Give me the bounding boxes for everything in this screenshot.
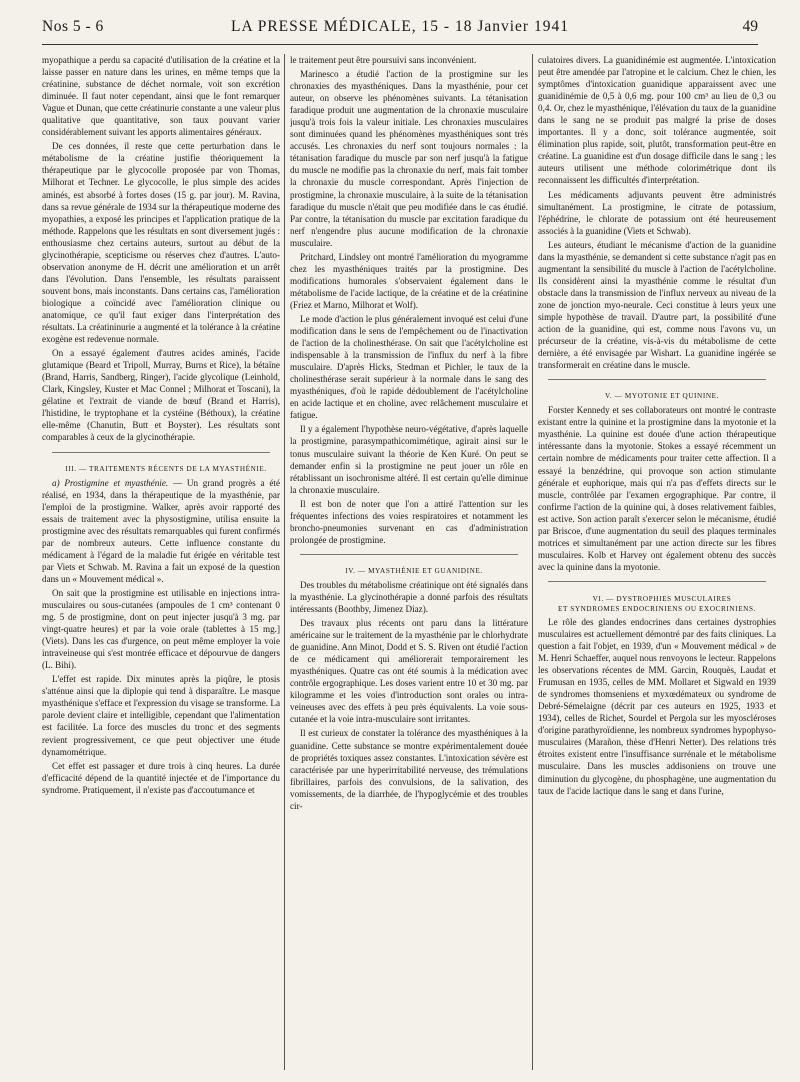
issue-number: Nos 5 - 6 (42, 18, 104, 35)
column-right (538, 54, 776, 1074)
paragraph: Le mode d'action le plus généralement invoqué est celui d'une modification dans le sens de l'empêchement ou de l'inactivation de l'action de la cholinesthérase. On sait que l'acétylcholine est indispensable à la transmission de l'influx du nerf à la fibre musculaire. D'après Hicks, Stedman et Pichler, le taux de la cholinesthérase serait supérieur à la normale dans le sang des myasthéniques, d'où le rapide dédoublement de l'acétylcholine en acide lactique et en choline, avec relâchement musculaire et fatigue. (290, 313, 528, 421)
paragraph: Pritchard, Lindsley ont montré l'amélioration du myogramme chez les myasthéniques traités par la prostigmine. Des modifications humorales s'observaient également dans le métabolisme de l'acide lactique, de la créatine et de la créatinine (Friez et Marno, Milhorat et Wolf). (290, 251, 528, 310)
section-heading: IV. — MYASTHÉNIE ET GUANIDINE. (345, 566, 483, 575)
paragraph: Forster Kennedy et ses collaborateurs ont montré le contraste existant entre la quinine et la prostigmine dans la myotonie et la myasthénie. La quinine est douée d'une action thérapeutique intéressante dans la myotonie. Stokes a essayé récemment un certain nombre de médicaments pour traiter cette affection. Il a essayé la benzédrine, qui provoque son action stimulante générale et euphorique, mais qui n'a pas d'effets directs sur le muscle, contrôlée par l'examen ergographique. Par contre, il confirme l'action de la quinine qui, à doses relativement faibles, est active. Son action paraît s'exercer selon le mécanisme, étudié par Briscoe, d'une augmentation du seuil des plaques terminales motrices et simultanément par une action directe sur les fibres musculaires. Kolb et Harvey ont également obtenu des succès avec la quinine dans la myotonie. (538, 405, 776, 572)
paragraph: Il y a également l'hypothèse neuro-végétative, d'après laquelle la prostigmine, parasympathicomimétique, agirait ainsi sur le tonus musculaire suivant la théorie de Ken Kuré. On peut se demander enfin si la prostigmine ne peut jouer un rôle en rétablissant un isochronisme altéré. Il est certain qu'elle diminue la chronaxie musculaire. (290, 424, 528, 495)
section-divider (300, 554, 518, 555)
section-divider (52, 452, 270, 453)
section-heading: V. — MYOTONIE ET QUININE. (604, 392, 720, 401)
paragraph: myopathique a perdu sa capacité d'utilisation de la créatine et la laisse passer en nature dans les urines, en même temps que la créatinine, substance de déchet normale, voit son excrétion diminuée. Il faut noter cependant, ainsi que le font remarquer Vague et Dunan, que cette créatinurie constante a une valeur plus qualitative que quantitative, son taux pouvant varier considérablement suivant les apports alimentaires généraux. (42, 55, 280, 138)
section-divider (548, 379, 766, 380)
paragraph: On sait que la prostigmine est utilisable en injections intra-musculaires ou sous-cutanées (ampoules de 1 cm³ contenant 0 mg. 5 de prostigmine, dont on peut injecter jusqu'à 3 mg. par vingt-quatre heures) et par la voie orale (tablettes à 15 mg.] (Viets). Dans les cas d'urgence, on peut même employer la voie intraveineuse qui s'est montrée efficace et dépourvue de dangers (L. Bihi). (42, 587, 280, 671)
paragraph-text: — Un grand progrès a été réalisé, en 1934, dans la thérapeutique de la myasthénie, par l'emploi de la prostigmine. Walker, après avoir rapporté des essais de traitement avec la physostigmine, utilisa ensuite la prostigmine avec des résultats remarquables qui furent confirmés par de nombreux auteurs. Cette influence constante du médicament à l'égard de la maladie fut érigée en véritable test par Viets et Schwab. M. Ravina a fait un exposé de la question dans un « Mouvement médical ». (42, 477, 280, 584)
paragraph: Des travaux plus récents ont paru dans la littérature américaine sur le traitement de la myasthénie par le chlorhydrate de guanidine. Ann Minot, Dodd et S. S. Riven ont étudié l'action de ce médicament qui améliorerait temporairement les myasthéniques. Quatre cas ont été soumis à la médication avec contrôle ergographique. Les doses varient entre 10 et 30 mg. par kilogramme et les voies d'introduction sont orales ou intra-veineuses avec des effets à peu près équivalents. La voie sous-cutanée et la voie intra-musculaire sont irritantes. (290, 618, 528, 725)
paragraph: L'effet est rapide. Dix minutes après la piqûre, le ptosis s'atténue ainsi que la diplopie qui tend à disparaître. Le masque myasthénique s'efface et l'expression du visage se transforme. La parole devient claire et intelligible, cependant que l'alimentation est facilitée. La force des muscles du tronc et des segments revient progressivement, ce que peut objectiver une étude dynamométrique. (42, 674, 280, 757)
page-header (42, 18, 758, 45)
publication-title: LA PRESSE MÉDICALE, 15 - 18 Janvier 1941 (231, 18, 569, 35)
page-number: 49 (742, 18, 758, 35)
section-heading-line: ET SYNDROMES ENDOCRINIENS OU EXOCRINIENS. (558, 604, 756, 613)
column-left (42, 54, 280, 1074)
column-middle (290, 54, 528, 1074)
section-heading: III. — TRAITEMENTS RÉCENTS DE LA MYASTHÉNIE. (65, 464, 267, 473)
column-divider (532, 54, 533, 1070)
section-divider (548, 581, 766, 582)
paragraph: le traitement peut être poursuivi sans inconvénient. (290, 55, 477, 65)
paragraph: Il est bon de noter que l'on a attiré l'attention sur les fréquentes infections des voies respiratoires et notamment les broncho-pneumonies survenant en cas d'administration prolongée de prostigmine. (290, 498, 528, 545)
section-heading (538, 594, 776, 614)
section-heading-line: VI. — DYSTROPHIES MUSCULAIRES (592, 594, 732, 603)
paragraph: Les médicaments adjuvants peuvent être administrés simultanément. La prostigmine, le citrate de potassium, l'éphédrine, le chlorate de potassium ont été heureusement associés à la guanidine (Viets et Schwab). (538, 189, 776, 236)
paragraph: culatoires divers. La guanidinémie est augmentée. L'intoxication peut être amendée par l'atropine et le calcium. Chez le chien, les symptômes d'intoxication guanidique apparaissent avec une guanidinémie de 0,5 à 0,6 mg. pour 100 cm³ au lieu de 0,3 ou 0,4. Or, chez le myasthénique, l'élévation du taux de la guanidine dans le sang ne se produit pas malgré la prise de doses importantes. Il y a donc, soit tolérance augmentée, soit élimination plus rapide, soit, plutôt, transformation peut-être en créatine. La guanidine est d'un dosage difficile dans le sang ; les auteurs utilisent une méthode colorimétrique dont ils reconnaissent les difficultés d'interprétation. (538, 55, 776, 186)
paragraph: Marinesco a étudié l'action de la prostigmine sur les chronaxies des myasthéniques. Dans la myasthénie, pour cet auteur, on observe les phénomènes suivants. La tétanisation faradique produit une augmentation de la chronaxie musculaire jusqu'à trois fois la valeur initiale. Les chronaxies musculaires sont diminuées quand les phénomènes myasthéniques sont très accusés. Les chronaxies du nerf sont toujours normales : la tétanisation faradique du muscle par son nerf jusqu'à la fatigue du muscle ne modifie pas la chronaxie du nerf, mais fait tomber la chronaxie du muscle correspondant. Après l'injection de prostigmine, la chronaxie musculaire, à la suite de la tétanisation faradique du muscle n'était que peu modifiée dans le cas étudié. Par contre, la tétanisation du muscle par excitation faradique du nerf n'engendre plus aucune modification de la chronaxie musculaire. (290, 69, 528, 248)
paragraph: Les auteurs, étudiant le mécanisme d'action de la guanidine dans la myasthénie, se demandent si cette substance n'agit pas en augmentant la sensibilité du muscle à l'action de l'acétylcholine. Ils considèrent ainsi la myasthénie comme le résultat d'un obstacle dans la transmission de l'influx nerveux au niveau de la zone de jonction myo-neurale. Ceci constitue à leurs yeux une simple hypothèse de travail. D'autre part, la possibilité d'une action de la guanidine, qui est, comme nous l'avons vu, un précurseur de la créatine, vis-à-vis du métabolisme de cette dernière, a été envisagée par Wishart. La guanidine ingérée se transformerait en créatine dans le muscle. (538, 239, 776, 371)
paragraph (42, 477, 280, 585)
paragraph: On a essayé également d'autres acides aminés, l'acide glutamique (Beard et Tripoll, Murray, Burns et Rice), la bétaïne (Brand, Harris, Sandberg, Ringer), l'acide glycolique (Leinhold, Clark, Kingsley, Kuster et Mac Connel ; Milhorat et Toscani), la gélatine et l'extrait de viande de bœuf (Brand et Harris), l'histidine, le tryptophane et la cystéine (Béthoux), la créatine elle-même (Chanutin, Butt et Boyster). Les résultats sont comparables à ceux de la glycinothérapie. (42, 348, 280, 443)
paragraph: Le rôle des glandes endocrines dans certaines dystrophies musculaires est actuellement démontré par des faits cliniques. La question a fait l'objet, en 1939, d'un « Mouvement médical » de M. Henri Schaeffer, auquel nous renvoyons le lecteur. Rappelons les observations récentes de MM. Garcin, Rouquès, Laudat et Frumusan en 1935, celles de MM. Mollaret et Sigwald en 1939 de syndromes thomseniens et myxœdémateux ou syndrome de Debré-Sémelaigne (décrit par ces auteurs en 1925, 1933 et 1934), celles de Richet, Sourdel et Pergola sur les myoscléroses d'origine parathyroïdienne, les nombreux syndromes hypophyso-musculaires (Marañon, thèse d'Henri Netter). Des relations très étroites existent entre l'insuffisance surrénale et le métabolisme musculaire. Dans les muscles addisoniens on trouve une diminution du glycogène, du phosphagène, une augmentation du taux de l'acide lactique dans le sang et dans l'urine, (538, 616, 776, 796)
column-divider (284, 54, 285, 1070)
paragraph: De ces données, il reste que cette perturbation dans le métabolisme de la créatine justifie théoriquement la thérapeutique par le glycocolle proposée par von Thomas, Milhorat et Techner. Le glycocolle, le plus simple des acides aminés, est absorbé à fortes doses (15 g. par jour). M. Ravina, dans sa revue générale de 1934 sur la thérapeutique moderne des myopathies, a exposé les principes et l'application pratique de la méthode. Rappelons que les résultats en sont diversement jugés : enthousiasme chez certains auteurs, surtout au début de la glycinothérapie, scepticisme ou réserves chez d'autres. L'auto-observation anonyme de H. décrit une amélioration et un arrêt dans l'évolution. Dans l'ensemble, les résultats paraissent souvent bons, mais inconstants. Dans certains cas, l'amélioration biologique a coïncidé avec l'amélioration clinique ou anatomique, ce qu'il faut exiger dans l'interprétation des résultats. La créatininurie a augmenté et la tolérance à la créatine exogène est redevenue normale. (42, 141, 280, 345)
paragraph: Il est curieux de constater la tolérance des myasthéniques à la guanidine. Cette substance se montre expérimentalement douée de propriétés toxiques assez constantes. L'intoxication sévère est caractérisée par une hyperirritabilité nerveuse, des trémulations fibrillaires, parfois des convulsions, de la salivation, des vomissements, de la diarrhée, de l'hypoglycémie et des troubles cir- (290, 728, 528, 811)
subsection-title: a) Prostigmine et myasthénie. (52, 477, 169, 488)
paragraph: Cet effet est passager et dure trois à cinq heures. La durée d'efficacité dépend de la quantité injectée et de l'importance du syndrome. Pratiquement, il n'existe pas d'accoutumance et (42, 760, 280, 795)
paragraph: Des troubles du métabolisme créatinique ont été signalés dans la myasthénie. La glycinothérapie a donné parfois des résultats intéressants (Boothby, Jimenez Diaz). (290, 579, 528, 615)
